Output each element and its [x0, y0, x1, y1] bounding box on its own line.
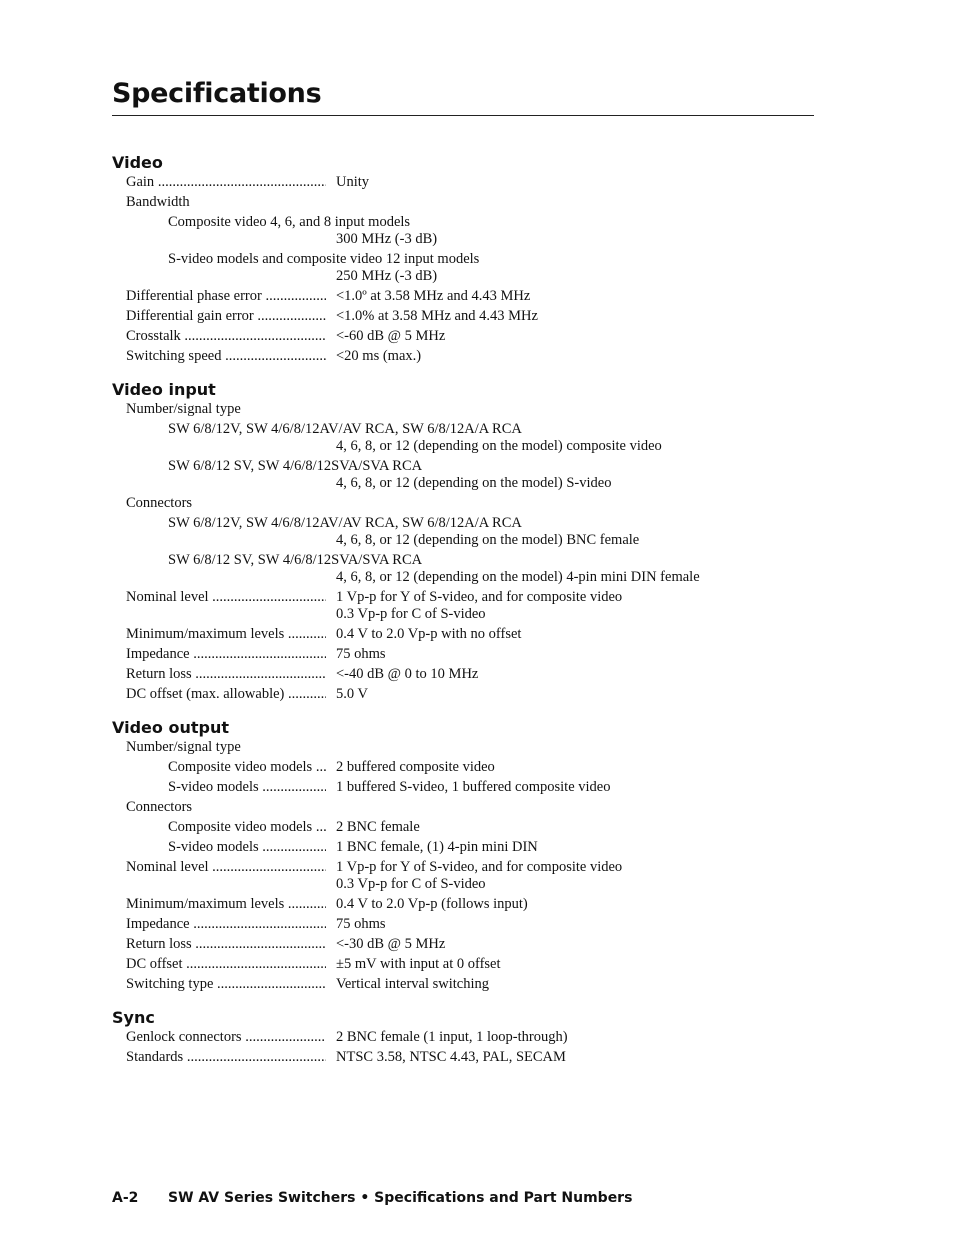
spec-value: <-40 dB @ 0 to 10 MHz — [336, 666, 479, 682]
spec-row-nominal — [112, 589, 832, 626]
spec-label: Switching speed ..... — [126, 348, 326, 365]
spec-row-con-composite — [112, 515, 832, 552]
spec-label: Switching type ..... — [126, 976, 326, 993]
spec-row-genlock — [112, 1029, 832, 1049]
spec-label: DC offset (max. allowable) ..... — [126, 686, 326, 703]
spec-label: Return loss ..... — [126, 666, 326, 683]
spec-label: Minimum/maximum levels ..... — [126, 626, 326, 643]
spec-row-con-composite — [112, 819, 832, 839]
spec-row-bw-svideo — [112, 251, 832, 288]
spec-value: 4, 6, 8, or 12 (depending on the model) BNC female — [336, 532, 640, 548]
spec-label: Minimum/maximum levels ..... — [126, 896, 326, 913]
title-rule — [112, 115, 814, 116]
spec-value: 2 buffered composite video — [336, 759, 495, 775]
spec-row-num-composite — [112, 421, 832, 458]
spec-row-minmax — [112, 626, 832, 646]
spec-row-connectors — [112, 495, 832, 515]
spec-label: SW 6/8/12 SV, SW 4/6/8/12SVA/SVA RCA — [168, 552, 423, 568]
spec-label: Impedance ..... — [126, 916, 326, 933]
spec-row-switching-speed — [112, 348, 832, 368]
spec-label: Number/signal type — [126, 739, 241, 755]
spec-label: Crosstalk ..... — [126, 328, 326, 345]
spec-value: 250 MHz (-3 dB) — [336, 268, 438, 284]
spec-label: Composite video models ..... — [168, 759, 326, 776]
spec-label: Genlock connectors ..... — [126, 1029, 326, 1046]
spec-value: 75 ohms — [336, 916, 386, 932]
spec-value: <1.0º at 3.58 MHz and 4.43 MHz — [336, 288, 531, 304]
spec-row-num-composite — [112, 759, 832, 779]
spec-value: 5.0 V — [336, 686, 368, 702]
spec-row-nominal — [112, 859, 832, 896]
spec-label: S-video models ..... — [168, 839, 326, 856]
spec-row-crosstalk — [112, 328, 832, 348]
spec-label: S-video models ..... — [168, 779, 326, 796]
spec-row-number — [112, 401, 832, 421]
spec-value: <-60 dB @ 5 MHz — [336, 328, 446, 344]
spec-label: Standards ..... — [126, 1049, 326, 1066]
spec-value: ±5 mV with input at 0 offset — [336, 956, 501, 972]
section-heading-video-input: Video input — [112, 380, 216, 399]
spec-row-switching-type — [112, 976, 832, 996]
spec-value: 4, 6, 8, or 12 (depending on the model) composite video — [336, 438, 662, 454]
footer-text: SW AV Series Switchers • Specifications and Part Numbers — [168, 1190, 633, 1206]
spec-value: <1.0% at 3.58 MHz and 4.43 MHz — [336, 308, 538, 324]
spec-row-standards — [112, 1049, 832, 1069]
spec-value: 1 Vp-p for Y of S-video, and for composite video — [336, 859, 623, 875]
spec-row-minmax — [112, 896, 832, 916]
spec-label: SW 6/8/12V, SW 4/6/8/12AV/AV RCA, SW 6/8/12A/A RCA — [168, 515, 522, 531]
spec-label: Gain ..... — [126, 174, 326, 191]
spec-value: 1 BNC female, (1) 4-pin mini DIN — [336, 839, 538, 855]
spec-body — [112, 152, 832, 1069]
spec-row-dc-offset — [112, 956, 832, 976]
spec-row-number — [112, 739, 832, 759]
spec-label: Number/signal type — [126, 401, 241, 417]
spec-label: Connectors — [126, 495, 193, 511]
spec-label: Composite video models ..... — [168, 819, 326, 836]
spec-row-impedance — [112, 916, 832, 936]
spec-value-line2: 0.3 Vp-p for C of S-video — [336, 876, 486, 892]
spec-value: 4, 6, 8, or 12 (depending on the model) 4-pin mini DIN female — [336, 569, 700, 585]
spec-value: Vertical interval switching — [336, 976, 490, 992]
spec-row-num-svideo — [112, 779, 832, 799]
section-heading-video-output: Video output — [112, 718, 229, 737]
spec-row-con-svideo — [112, 552, 832, 589]
spec-row-phase — [112, 288, 832, 308]
spec-label: Nominal level ..... — [126, 589, 326, 606]
spec-label: Composite video 4, 6, and 8 input models — [168, 214, 411, 230]
spec-label: DC offset ..... — [126, 956, 326, 973]
spec-label: Differential phase error ..... — [126, 288, 326, 305]
spec-label: SW 6/8/12 SV, SW 4/6/8/12SVA/SVA RCA — [168, 458, 423, 474]
spec-label: Nominal level ..... — [126, 859, 326, 876]
spec-row-dc-offset — [112, 686, 832, 706]
spec-value: <-30 dB @ 5 MHz — [336, 936, 446, 952]
spec-value: 2 BNC female — [336, 819, 420, 835]
spec-value-line2: 0.3 Vp-p for C of S-video — [336, 606, 486, 622]
spec-row-con-svideo — [112, 839, 832, 859]
spec-row-bw-composite — [112, 214, 832, 251]
spec-value: 2 BNC female (1 input, 1 loop-through) — [336, 1029, 568, 1045]
page-number: A-2 — [112, 1190, 139, 1206]
spec-row-return-loss — [112, 666, 832, 686]
spec-value: 0.4 V to 2.0 Vp-p (follows input) — [336, 896, 528, 912]
spec-value: 75 ohms — [336, 646, 386, 662]
spec-row-return-loss — [112, 936, 832, 956]
spec-label: Return loss ..... — [126, 936, 326, 953]
spec-label: SW 6/8/12V, SW 4/6/8/12AV/AV RCA, SW 6/8/12A/A RCA — [168, 421, 522, 437]
spec-value: <20 ms (max.) — [336, 348, 422, 364]
spec-row-impedance — [112, 646, 832, 666]
spec-label: Bandwidth — [126, 194, 190, 210]
spec-value: 1 Vp-p for Y of S-video, and for composite video — [336, 589, 623, 605]
spec-row-num-svideo — [112, 458, 832, 495]
page-footer — [112, 1190, 632, 1206]
spec-value: NTSC 3.58, NTSC 4.43, PAL, SECAM — [336, 1049, 566, 1065]
spec-value: 300 MHz (-3 dB) — [336, 231, 438, 247]
section-heading-video: Video — [112, 153, 163, 172]
spec-row-gain — [112, 174, 832, 194]
page-title: Specifications — [112, 78, 322, 109]
spec-row-gain-error — [112, 308, 832, 328]
spec-row-connectors — [112, 799, 832, 819]
spec-label: Impedance ..... — [126, 646, 326, 663]
spec-row-bandwidth — [112, 194, 832, 214]
spec-value: 4, 6, 8, or 12 (depending on the model) S-video — [336, 475, 612, 491]
spec-label: Differential gain error ..... — [126, 308, 326, 325]
spec-label: Connectors — [126, 799, 193, 815]
spec-label: S-video models and composite video 12 input models — [168, 251, 480, 267]
section-heading-sync: Sync — [112, 1008, 155, 1027]
spec-value: Unity — [336, 174, 370, 190]
spec-value: 0.4 V to 2.0 Vp-p with no offset — [336, 626, 522, 642]
spec-value: 1 buffered S-video, 1 buffered composite video — [336, 779, 611, 795]
